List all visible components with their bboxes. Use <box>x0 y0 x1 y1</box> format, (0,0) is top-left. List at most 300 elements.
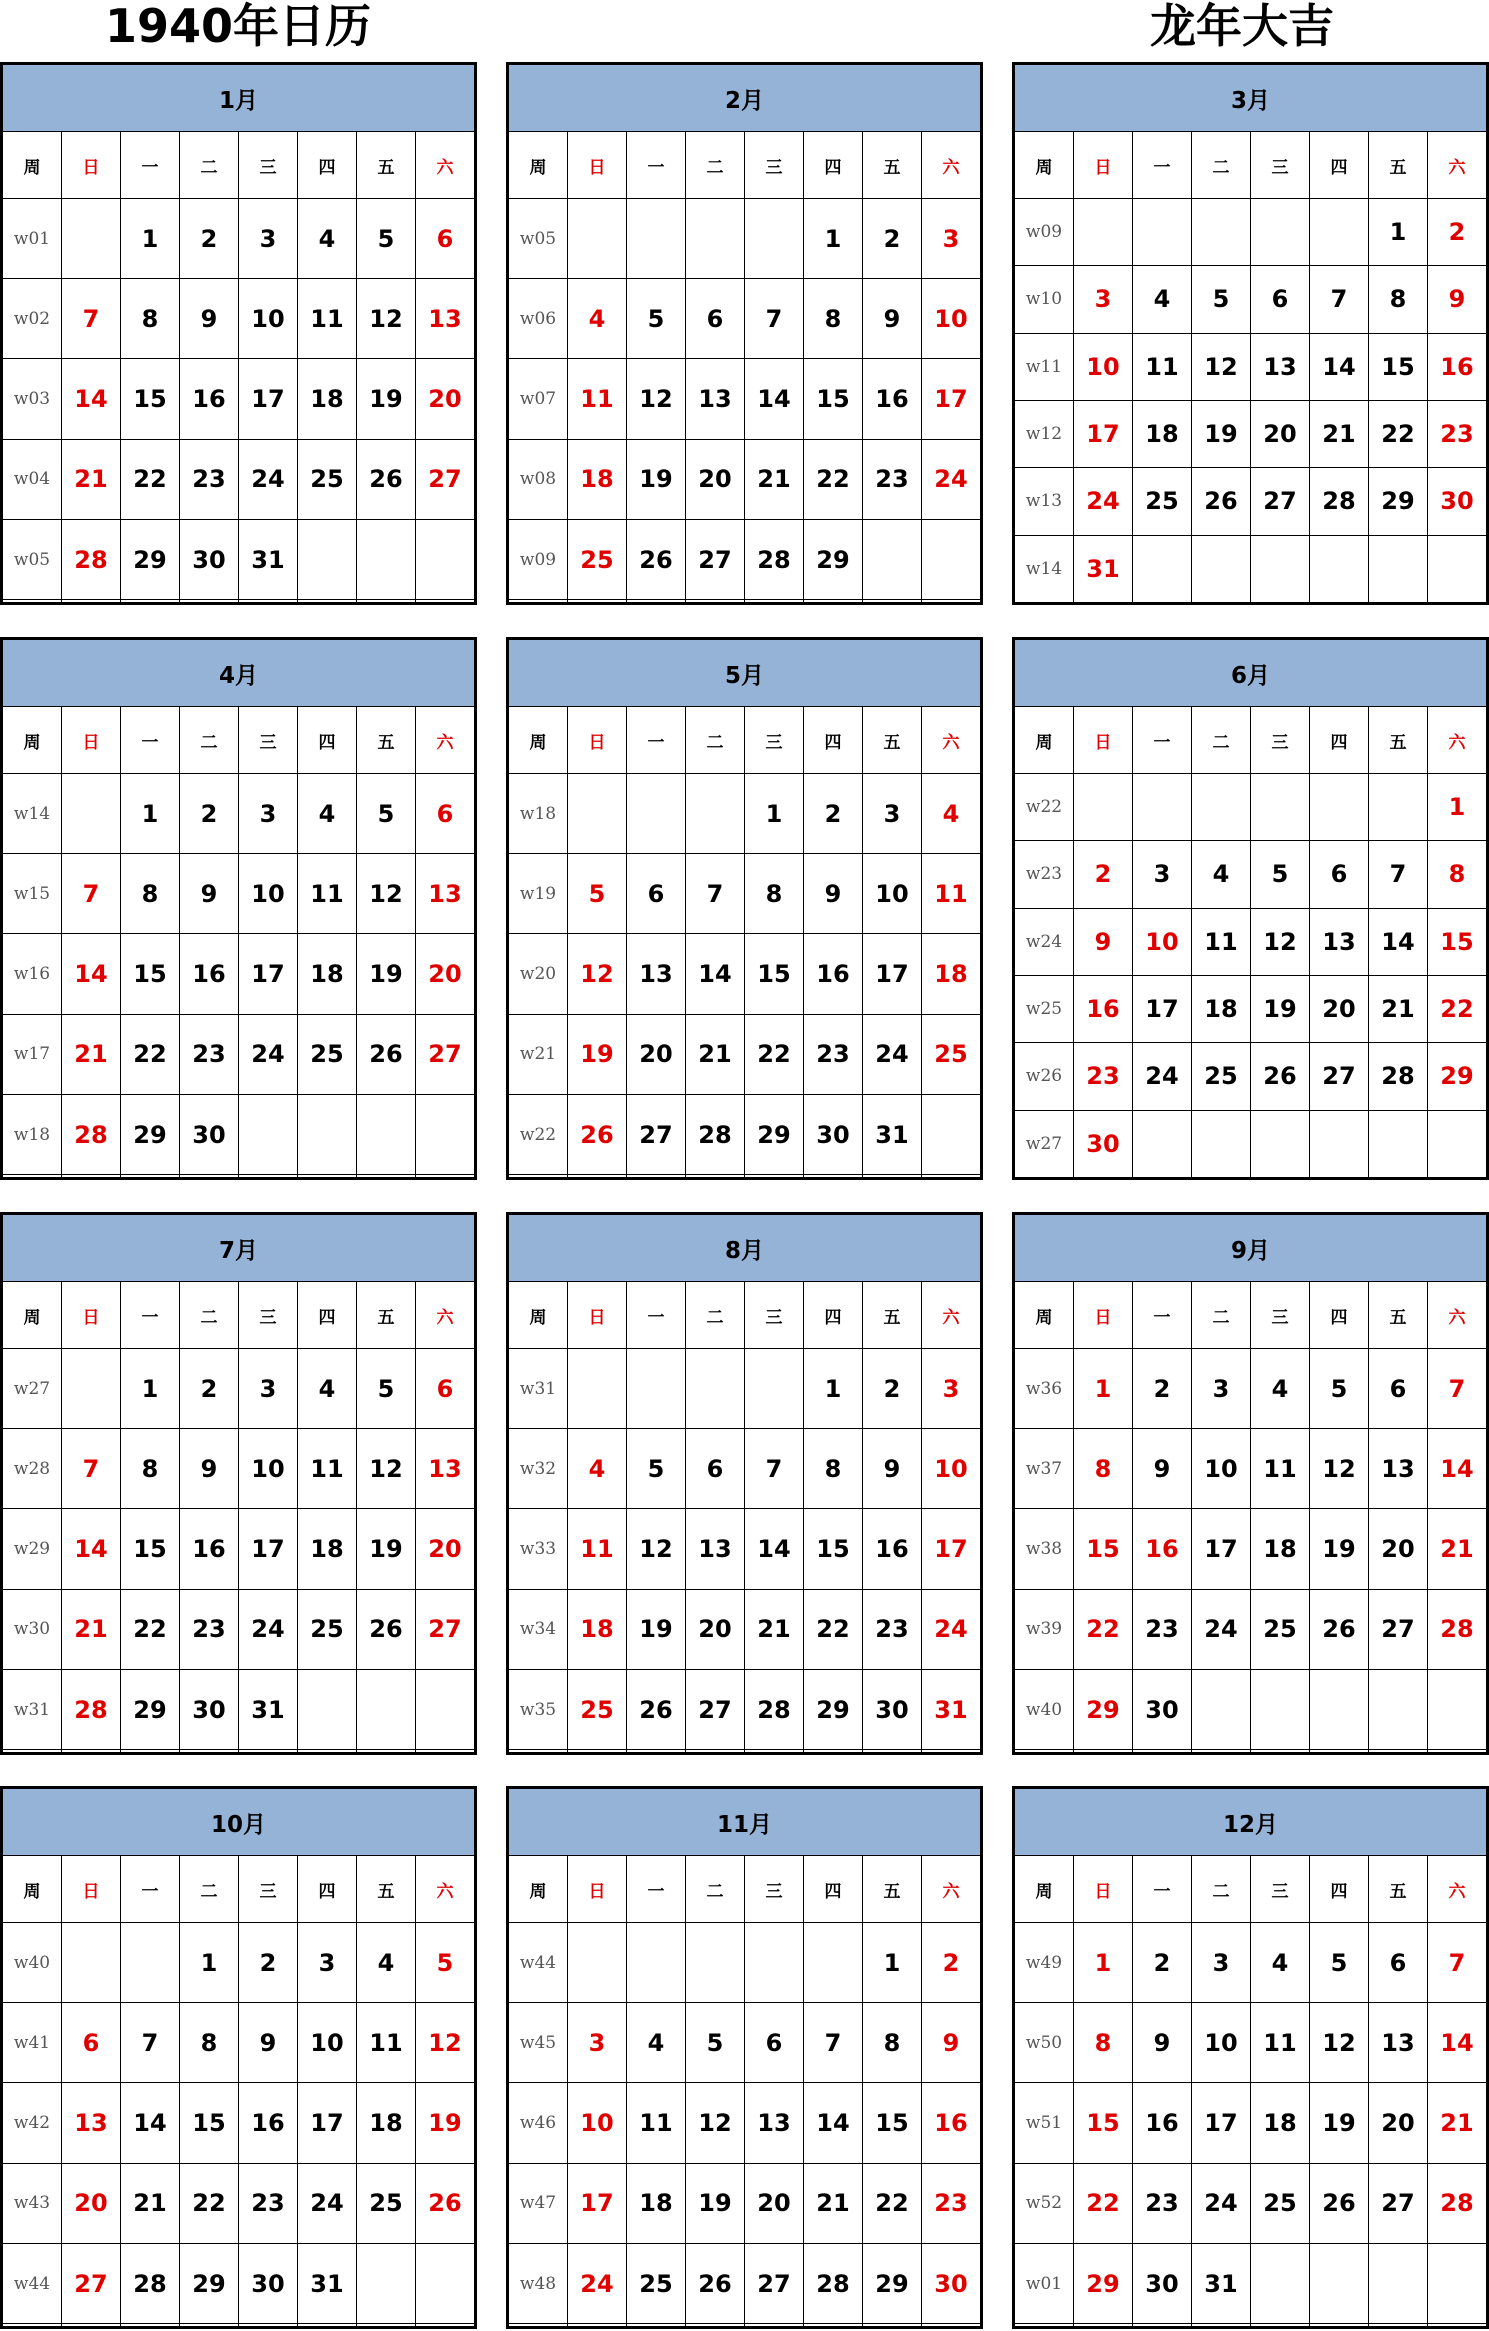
day-cell: 4 <box>298 774 357 854</box>
day-cell: 24 <box>568 2243 627 2323</box>
day-cell: 10 <box>239 279 298 359</box>
day-cell <box>416 1750 475 1753</box>
day-cell <box>1251 199 1310 266</box>
weekday-header: 五 <box>1369 132 1428 199</box>
week-number: w10 <box>1015 266 1074 333</box>
day-cell: 1 <box>745 774 804 854</box>
day-cell: 29 <box>1369 468 1428 535</box>
day-cell <box>745 1923 804 2003</box>
day-cell: 29 <box>1074 1669 1133 1749</box>
weekday-header: 六 <box>922 1856 981 1923</box>
day-cell: 2 <box>1428 199 1487 266</box>
weekday-header: 五 <box>863 707 922 774</box>
week-row <box>509 2083 981 2163</box>
day-cell: 7 <box>1428 1349 1487 1429</box>
day-cell: 17 <box>1192 1509 1251 1589</box>
day-cell <box>863 2324 922 2327</box>
weekday-header: 五 <box>863 1856 922 1923</box>
day-cell: 24 <box>239 1589 298 1669</box>
weekday-header: 日 <box>568 1856 627 1923</box>
week-row <box>1015 774 1487 841</box>
month-table <box>2 64 475 603</box>
day-cell: 15 <box>745 934 804 1014</box>
day-cell: 11 <box>357 2003 416 2083</box>
day-cell: 7 <box>1428 1923 1487 2003</box>
weekday-header: 四 <box>1310 1856 1369 1923</box>
day-cell: 6 <box>62 2003 121 2083</box>
week-row <box>509 1669 981 1749</box>
day-cell: 14 <box>1428 1429 1487 1509</box>
day-cell <box>1074 1750 1133 1753</box>
day-cell: 24 <box>1133 1043 1192 1110</box>
week-number: w27 <box>3 1349 62 1429</box>
week-row <box>509 2163 981 2243</box>
day-cell: 2 <box>863 199 922 279</box>
day-cell: 31 <box>863 1094 922 1174</box>
day-cell: 24 <box>239 439 298 519</box>
day-cell: 5 <box>568 854 627 934</box>
day-cell: 24 <box>239 1014 298 1094</box>
day-cell: 25 <box>298 1014 357 1094</box>
week-number: w45 <box>509 2003 568 2083</box>
week-row <box>1015 1043 1487 1110</box>
weekday-header: 二 <box>180 1282 239 1349</box>
day-cell: 16 <box>180 934 239 1014</box>
day-cell: 5 <box>416 1923 475 2003</box>
day-cell: 25 <box>922 1014 981 1094</box>
day-cell: 9 <box>239 2003 298 2083</box>
day-cell: 25 <box>1251 1589 1310 1669</box>
week-row <box>509 774 981 854</box>
day-cell: 19 <box>686 2163 745 2243</box>
day-cell: 2 <box>1133 1349 1192 1429</box>
weekday-header: 一 <box>627 1856 686 1923</box>
day-cell: 22 <box>804 439 863 519</box>
day-cell: 27 <box>745 2243 804 2323</box>
day-cell <box>1428 535 1487 602</box>
day-cell: 24 <box>298 2163 357 2243</box>
day-cell: 26 <box>1310 2163 1369 2243</box>
day-cell: 28 <box>686 1094 745 1174</box>
week-number: w08 <box>509 439 568 519</box>
week-number: w27 <box>1015 1110 1074 1177</box>
day-cell: 10 <box>298 2003 357 2083</box>
day-cell <box>922 1750 981 1753</box>
week-row <box>1015 2163 1487 2243</box>
day-cell: 21 <box>62 439 121 519</box>
day-cell: 15 <box>1074 1509 1133 1589</box>
day-cell <box>357 519 416 599</box>
week-number: w37 <box>1015 1429 1074 1509</box>
week-row <box>3 1750 475 1753</box>
day-cell: 13 <box>62 2083 121 2163</box>
day-cell: 24 <box>922 1589 981 1669</box>
month-table <box>508 639 981 1178</box>
day-cell: 21 <box>121 2163 180 2243</box>
day-cell: 26 <box>686 2243 745 2323</box>
day-cell: 8 <box>121 1429 180 1509</box>
day-cell: 3 <box>1074 266 1133 333</box>
day-cell: 16 <box>239 2083 298 2163</box>
week-row <box>3 2003 475 2083</box>
week-number: w25 <box>1015 975 1074 1042</box>
day-cell <box>1133 774 1192 841</box>
day-cell: 30 <box>1133 2243 1192 2323</box>
day-cell <box>1192 774 1251 841</box>
weekday-header: 四 <box>804 707 863 774</box>
week-row <box>509 1429 981 1509</box>
day-cell: 4 <box>1251 1349 1310 1429</box>
day-cell: 8 <box>180 2003 239 2083</box>
day-cell: 25 <box>568 519 627 599</box>
weekday-header: 二 <box>180 132 239 199</box>
week-number: w01 <box>1015 2243 1074 2323</box>
day-cell <box>1074 774 1133 841</box>
week-number <box>509 1175 568 1178</box>
day-cell <box>686 1349 745 1429</box>
day-cell: 20 <box>745 2163 804 2243</box>
day-cell: 13 <box>745 2083 804 2163</box>
day-cell: 16 <box>1133 2083 1192 2163</box>
day-cell <box>1310 2243 1369 2323</box>
day-cell: 19 <box>1310 1509 1369 1589</box>
day-cell: 12 <box>568 934 627 1014</box>
month-calendar <box>0 637 477 1180</box>
week-row <box>3 1669 475 1749</box>
week-number: w17 <box>3 1014 62 1094</box>
day-cell: 3 <box>1192 1349 1251 1429</box>
day-cell: 21 <box>745 1589 804 1669</box>
week-row <box>3 2243 475 2323</box>
month-calendar <box>0 1786 477 2329</box>
week-number: w06 <box>509 279 568 359</box>
day-cell: 16 <box>1428 333 1487 400</box>
day-cell: 17 <box>1074 400 1133 467</box>
day-cell: 4 <box>568 279 627 359</box>
day-cell: 7 <box>62 854 121 934</box>
day-cell: 6 <box>1251 266 1310 333</box>
weekday-header: 一 <box>627 707 686 774</box>
weekday-header: 四 <box>298 1282 357 1349</box>
day-cell: 19 <box>357 934 416 1014</box>
weekday-header: 日 <box>568 707 627 774</box>
day-cell: 18 <box>568 1589 627 1669</box>
week-number: w35 <box>509 1669 568 1749</box>
day-cell <box>62 1349 121 1429</box>
day-cell <box>745 1175 804 1178</box>
day-cell <box>298 600 357 603</box>
day-cell: 5 <box>686 2003 745 2083</box>
day-cell: 29 <box>121 1669 180 1749</box>
day-cell: 7 <box>1310 266 1369 333</box>
day-cell: 22 <box>863 2163 922 2243</box>
day-cell <box>416 2324 475 2327</box>
day-cell: 20 <box>416 359 475 439</box>
day-cell: 28 <box>745 1669 804 1749</box>
weekday-header: 日 <box>62 1282 121 1349</box>
weekday-header: 一 <box>627 1282 686 1349</box>
day-cell: 28 <box>62 1669 121 1749</box>
day-cell: 26 <box>627 519 686 599</box>
weekday-header: 日 <box>1074 1282 1133 1349</box>
day-cell: 27 <box>1369 2163 1428 2243</box>
day-cell: 3 <box>239 199 298 279</box>
day-cell: 14 <box>745 359 804 439</box>
month-name: 1月 <box>3 65 475 132</box>
weekday-header: 六 <box>1428 132 1487 199</box>
week-number: w26 <box>1015 1043 1074 1110</box>
weekday-header: 五 <box>357 1856 416 1923</box>
day-cell: 19 <box>627 439 686 519</box>
day-cell: 6 <box>686 1429 745 1509</box>
day-cell: 19 <box>357 1509 416 1589</box>
weekday-header: 一 <box>121 1856 180 1923</box>
day-cell <box>627 1175 686 1178</box>
day-cell <box>686 1750 745 1753</box>
day-cell: 6 <box>416 199 475 279</box>
week-row <box>3 1094 475 1174</box>
day-cell <box>357 1750 416 1753</box>
day-cell: 25 <box>1251 2163 1310 2243</box>
month-calendar <box>1012 637 1489 1180</box>
day-cell <box>62 1750 121 1753</box>
day-cell: 29 <box>863 2243 922 2323</box>
week-number: w39 <box>1015 1589 1074 1669</box>
day-cell: 8 <box>121 279 180 359</box>
day-cell: 18 <box>922 934 981 1014</box>
weekday-header: 六 <box>922 707 981 774</box>
day-cell: 12 <box>1310 1429 1369 1509</box>
month-table <box>2 1788 475 2327</box>
week-number: w22 <box>509 1094 568 1174</box>
day-cell: 24 <box>1192 1589 1251 1669</box>
day-cell <box>627 199 686 279</box>
day-cell: 3 <box>298 1923 357 2003</box>
day-cell <box>686 774 745 854</box>
day-cell <box>1251 2243 1310 2323</box>
day-cell: 12 <box>1251 908 1310 975</box>
day-cell: 26 <box>568 1094 627 1174</box>
weekday-header: 二 <box>686 707 745 774</box>
day-cell: 14 <box>62 359 121 439</box>
day-cell: 30 <box>922 2243 981 2323</box>
day-cell <box>686 1923 745 2003</box>
day-cell: 15 <box>121 359 180 439</box>
week-number: w14 <box>1015 535 1074 602</box>
weekday-header: 四 <box>298 707 357 774</box>
weekday-header: 三 <box>745 707 804 774</box>
day-cell: 31 <box>298 2243 357 2323</box>
day-cell: 2 <box>1074 841 1133 908</box>
day-cell <box>627 774 686 854</box>
week-number: w15 <box>3 854 62 934</box>
day-cell: 28 <box>804 2243 863 2323</box>
day-cell: 24 <box>863 1014 922 1094</box>
day-cell <box>298 1750 357 1753</box>
day-cell: 22 <box>121 1014 180 1094</box>
day-cell: 7 <box>1369 841 1428 908</box>
day-cell: 12 <box>686 2083 745 2163</box>
weekday-header: 三 <box>239 1282 298 1349</box>
day-cell: 9 <box>863 1429 922 1509</box>
week-row <box>1015 1750 1487 1753</box>
day-cell <box>1428 1750 1487 1753</box>
weekday-header: 周 <box>1015 132 1074 199</box>
day-cell: 10 <box>568 2083 627 2163</box>
day-cell <box>1369 774 1428 841</box>
day-cell: 20 <box>1310 975 1369 1042</box>
day-cell: 11 <box>1192 908 1251 975</box>
day-cell: 12 <box>357 854 416 934</box>
day-cell: 8 <box>1369 266 1428 333</box>
day-cell: 4 <box>1133 266 1192 333</box>
weekday-header: 周 <box>3 707 62 774</box>
week-row <box>509 2243 981 2323</box>
day-cell: 21 <box>1428 2083 1487 2163</box>
month-name: 7月 <box>3 1215 475 1282</box>
day-cell: 16 <box>180 359 239 439</box>
day-cell: 9 <box>180 854 239 934</box>
day-cell: 9 <box>180 1429 239 1509</box>
day-cell: 26 <box>1192 468 1251 535</box>
day-cell <box>922 2324 981 2327</box>
day-cell: 15 <box>121 934 180 1014</box>
month-table <box>508 1788 981 2327</box>
week-row <box>509 1349 981 1429</box>
weekday-header: 四 <box>298 1856 357 1923</box>
week-number: w48 <box>509 2243 568 2323</box>
day-cell: 31 <box>239 519 298 599</box>
week-number: w40 <box>3 1923 62 2003</box>
day-cell: 30 <box>1428 468 1487 535</box>
weekday-header: 一 <box>121 707 180 774</box>
day-cell: 20 <box>686 439 745 519</box>
month-calendar <box>506 1212 983 1755</box>
week-row <box>1015 908 1487 975</box>
week-row <box>3 2324 475 2327</box>
day-cell: 12 <box>627 359 686 439</box>
week-number: w18 <box>509 774 568 854</box>
day-cell: 28 <box>62 1094 121 1174</box>
day-cell <box>1133 535 1192 602</box>
month-name: 11月 <box>509 1789 981 1856</box>
day-cell: 5 <box>357 199 416 279</box>
day-cell: 23 <box>863 439 922 519</box>
weekday-header: 一 <box>627 132 686 199</box>
weekday-header: 日 <box>1074 1856 1133 1923</box>
day-cell: 21 <box>804 2163 863 2243</box>
weekday-header: 二 <box>1192 1856 1251 1923</box>
week-number: w24 <box>1015 908 1074 975</box>
weekday-header: 二 <box>1192 132 1251 199</box>
day-cell: 9 <box>863 279 922 359</box>
day-cell: 28 <box>121 2243 180 2323</box>
week-row <box>1015 2003 1487 2083</box>
day-cell: 29 <box>804 1669 863 1749</box>
day-cell: 16 <box>863 359 922 439</box>
day-cell: 1 <box>1074 1923 1133 2003</box>
day-cell: 6 <box>1369 1923 1428 2003</box>
month-name: 10月 <box>3 1789 475 1856</box>
weekday-header: 四 <box>1310 1282 1369 1349</box>
month-table <box>508 1214 981 1753</box>
day-cell <box>1192 1110 1251 1177</box>
month-name: 12月 <box>1015 1789 1487 1856</box>
day-cell: 17 <box>863 934 922 1014</box>
day-cell: 10 <box>1192 1429 1251 1509</box>
week-number: w07 <box>509 359 568 439</box>
week-row <box>509 934 981 1014</box>
weekday-header: 一 <box>1133 1282 1192 1349</box>
month-table <box>1014 64 1487 603</box>
day-cell: 22 <box>121 1589 180 1669</box>
weekday-header: 日 <box>62 132 121 199</box>
day-cell <box>686 1175 745 1178</box>
day-cell: 4 <box>627 2003 686 2083</box>
week-row <box>509 600 981 603</box>
day-cell: 19 <box>416 2083 475 2163</box>
month-calendar <box>506 62 983 605</box>
weekday-header: 二 <box>1192 707 1251 774</box>
weekday-header: 二 <box>686 1282 745 1349</box>
week-row <box>3 519 475 599</box>
week-row <box>1015 266 1487 333</box>
day-cell: 25 <box>298 439 357 519</box>
day-cell: 11 <box>298 279 357 359</box>
day-cell: 1 <box>1369 199 1428 266</box>
day-cell: 15 <box>804 359 863 439</box>
week-row <box>509 439 981 519</box>
day-cell: 24 <box>1192 2163 1251 2243</box>
week-row <box>1015 2324 1487 2327</box>
day-cell: 11 <box>1251 2003 1310 2083</box>
day-cell: 30 <box>804 1094 863 1174</box>
day-cell: 7 <box>686 854 745 934</box>
week-row <box>1015 1429 1487 1509</box>
day-cell <box>239 600 298 603</box>
day-cell <box>180 2324 239 2327</box>
weekday-header: 五 <box>357 707 416 774</box>
weekday-header: 一 <box>121 1282 180 1349</box>
day-cell: 18 <box>568 439 627 519</box>
day-cell: 3 <box>1192 1923 1251 2003</box>
month-calendar <box>1012 1786 1489 2329</box>
day-cell: 3 <box>568 2003 627 2083</box>
week-number: w32 <box>509 1429 568 1509</box>
day-cell <box>568 600 627 603</box>
weekday-header: 六 <box>416 1856 475 1923</box>
weekday-header: 周 <box>509 707 568 774</box>
day-cell <box>1074 2324 1133 2327</box>
day-cell: 25 <box>298 1589 357 1669</box>
day-cell: 30 <box>1074 1110 1133 1177</box>
week-row <box>1015 975 1487 1042</box>
day-cell <box>1310 1750 1369 1753</box>
day-cell <box>1251 2324 1310 2327</box>
weekday-header: 周 <box>1015 1856 1074 1923</box>
day-cell: 9 <box>1133 1429 1192 1509</box>
calendar-slogan: 龙年大吉 <box>1150 0 1334 53</box>
weekday-header: 二 <box>686 132 745 199</box>
day-cell: 25 <box>1133 468 1192 535</box>
day-cell: 27 <box>416 1589 475 1669</box>
day-cell <box>1310 535 1369 602</box>
weekday-header: 四 <box>804 1856 863 1923</box>
day-cell: 29 <box>180 2243 239 2323</box>
week-row <box>1015 1669 1487 1749</box>
day-cell <box>922 1175 981 1178</box>
day-cell <box>298 1669 357 1749</box>
